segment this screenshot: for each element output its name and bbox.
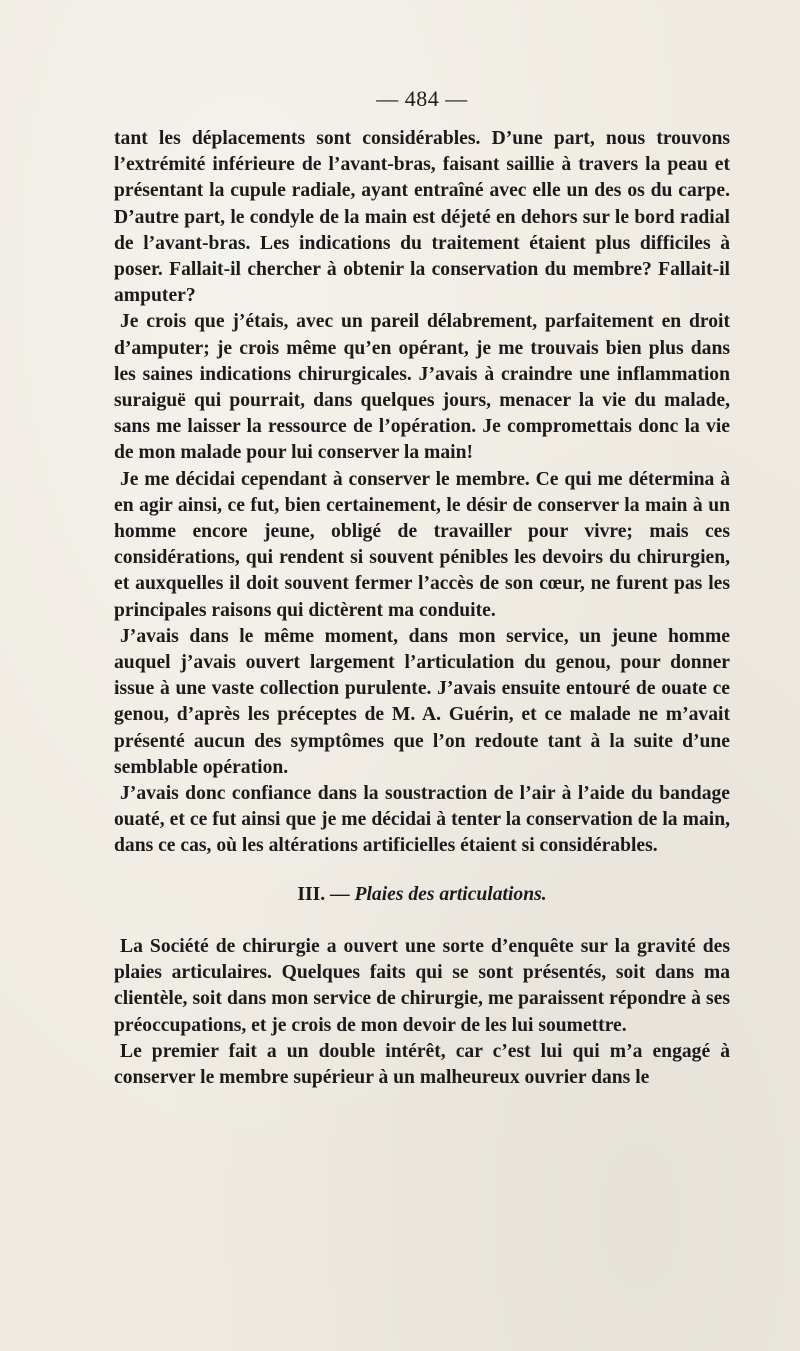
- paragraph-2: Je crois que j’étais, avec un pareil délabrement, parfaitement en droit d’amputer; je crois même qu’en opérant, je me trouvais bien plus dans les saines indications chirurgicales. J’avais à craindre une inflammation suraiguë qui pourrait, dans quelques jours, menacer la vie du malade, sans me laisser la ressource de l’opération. Je compromettais donc la vie de mon malade pour lui conserver la main!: [114, 311, 730, 464]
- page-number: — 484 —: [376, 86, 468, 111]
- page-text: [114, 84, 730, 1091]
- section-title: Plaies des articulations.: [354, 883, 547, 905]
- paragraph-5: J’avais donc confiance dans la soustraction de l’air à l’aide du bandage ouaté, et ce fut ainsi que je me décidai à tenter la conservation de la main, dans ce cas, où les altérations artificielles étaient si considérables.: [114, 783, 730, 857]
- paragraph-1: tant les déplacements sont considérables. D’une part, nous trouvons l’extrémité inférieure de l’avant-bras, faisant saillie à travers la peau et présentant la cupule radiale, ayant entraîné avec elle un des os du carpe. D’autre part, le condyle de la main est déjeté en dehors sur le bord radial de l’avant-bras. Les indications du traitement étaient plus difficiles à poser. Fallait-il chercher à obtenir la conservation du membre? Fallait-il amputer?: [114, 128, 730, 307]
- paragraph-7: Le premier fait a un double intérêt, car c’est lui qui m’a engagé à conserver le membre supérieur à un malheureux ouvrier dans le: [114, 1040, 730, 1088]
- paragraph-3: Je me décidai cependant à conserver le membre. Ce qui me détermina à en agir ainsi, ce fut, bien certainement, le désir de conserver la main à un homme encore jeune, obligé de travailler pour vivre; mais ces considérations, qui rendent si souvent pénibles les devoirs du chirurgien, et auxquelles il doit souvent fermer l’accès de son cœur, ne furent pas les principales raisons qui dictèrent ma conduite.: [114, 468, 730, 621]
- section-number: III. —: [297, 883, 350, 905]
- paragraph-6: La Société de chirurgie a ouvert une sorte d’enquête sur la gravité des plaies articulaires. Quelques faits qui se sont présentés, soit dans ma clientèle, soit dans mon service de chirurgie, me paraissent répondre à ses préoccupations, et je crois de mon devoir de les lui soumettre.: [114, 935, 730, 1036]
- section-heading: [114, 882, 730, 908]
- paragraph-4: J’avais dans le même moment, dans mon service, un jeune homme auquel j’avais ouvert largement l’articulation du genou, pour donner issue à une vaste collection purulente. J’avais ensuite entouré de ouate ce genou, d’après les préceptes de M. A. Guérin, et ce malade ne m’avait présenté aucun des symptômes que l’on redoute tant à la suite d’une semblable opération.: [114, 625, 730, 778]
